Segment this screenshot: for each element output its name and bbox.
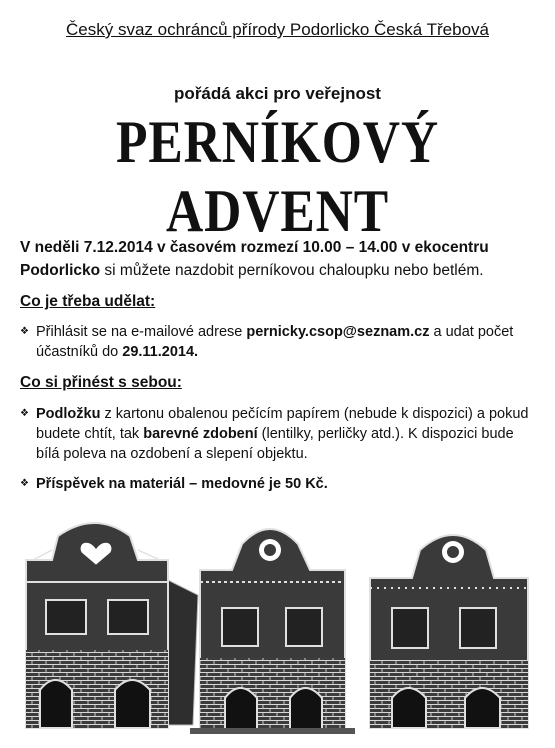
- board-text-b: (lentilky, perličky atd.). K dispozici bude bílá poleva na ozdobení a slepení objektu.: [36, 426, 514, 462]
- intro-paragraph: [20, 236, 540, 282]
- board-text-a: z kartonu obalenou pečícím papírem (nebude k dispozici) a pokud budete chtít, tak: [36, 406, 529, 442]
- intro-venue: Podorlicko: [20, 262, 101, 279]
- organization-name: Český svaz ochránců přírody Podorlicko Česká Třebová: [66, 20, 489, 39]
- gingerbread-house-middle: [190, 529, 355, 734]
- list-item-fee: [20, 474, 536, 494]
- event-title: PERNÍKOVÝ ADVENT: [115, 109, 440, 244]
- gingerbread-house-heart: [26, 523, 198, 728]
- gingerbread-house-right: [370, 535, 528, 728]
- diamond-bullet-icon: ❖: [20, 326, 29, 337]
- intro-line-2: si můžete nazdobit perníkovou chaloupku nebo betlém.: [100, 262, 484, 279]
- fee-text: Příspěvek na materiál – medovné je 50 Kč.: [36, 476, 328, 492]
- decoration-bold: barevné zdobení: [143, 426, 258, 442]
- board-bold: Podložku: [36, 406, 101, 422]
- intro-line-1: V neděli 7.12.2014 v časovém rozmezí 10.00 – 14.00 v ekocentru: [20, 239, 489, 256]
- event-subtitle: pořádá akci pro veřejnost: [174, 84, 381, 103]
- list-item-board: [20, 404, 536, 464]
- email-link[interactable]: pernicky.csop@seznam.cz: [246, 324, 430, 340]
- diamond-bullet-icon: ❖: [20, 478, 29, 489]
- register-text-a: Přihlásit se na e-mailové adrese: [36, 324, 247, 340]
- diamond-bullet-icon: ❖: [20, 408, 29, 419]
- register-text-b: a udat počet účastníků do: [36, 324, 514, 360]
- section-heading-bring: Co si přinést s sebou:: [20, 374, 182, 391]
- list-item-register: [20, 322, 536, 362]
- register-deadline: 29.11.2014.: [122, 344, 199, 360]
- section-heading-todo: Co je třeba udělat:: [20, 293, 156, 310]
- gingerbread-houses-photo: [0, 500, 555, 748]
